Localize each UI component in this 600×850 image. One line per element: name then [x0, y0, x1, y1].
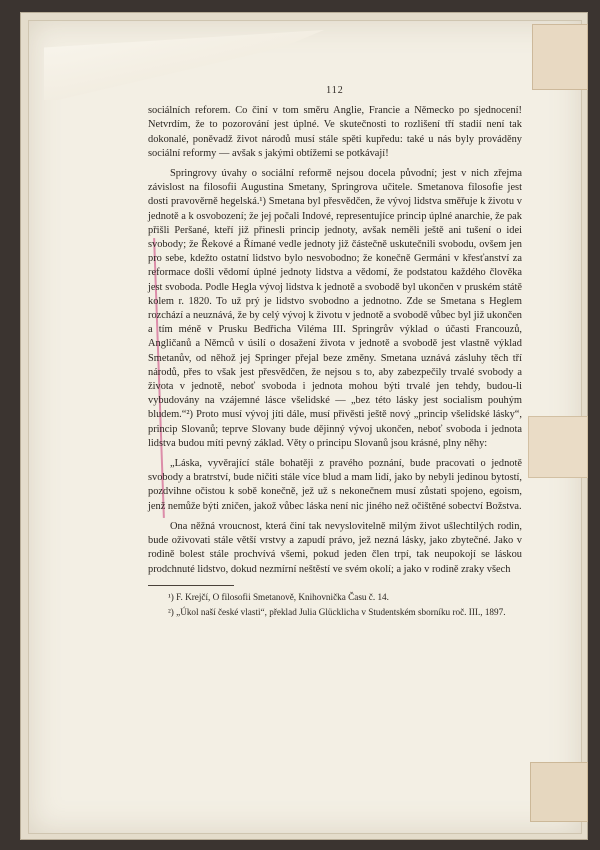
paper-tab-bottom: [530, 762, 588, 822]
footnote-2: ²) „Úkol naší české vlasti“, překlad Julia Glücklicha v Studentském sborníku roč. III., 1897.: [168, 607, 506, 618]
quote-paragraph-2: Ona něžná vroucnost, která činí tak nevyslovitelně milým život ušlechtilých rodin, bude oživovati stále větší vrstvy a zapudí právo, jež nezná lásky, jako zbytečné. Jako v rodině bolest stále prochvívá všemi, pokud jeden člen trpí, tak neupokojí se láskou prodchnuté lidstvo, dokud nezmírní neštěstí ve svém okolí; a jako v rodině zraky všech: [148, 520, 522, 575]
paper-tab-middle: [528, 416, 588, 478]
paragraph-2: Springrovy úvahy o sociální reformě nejsou docela původní; jest v nich zřejma závislost na filosofii Augustina Smetany, Springrova učitele. Smetanova filosofie jest dosti pravověrně hegelská.¹) Smetana byl přesvědčen, že vývoj lidstva směřuje k životu v jednotě a k osvobození; že jej počali Indové, representujíce princip úplné anarchie, že pak přišli Peršané, kteří již přinesli princip jednoty, avšak neměli ještě ani tušení o idei svobody; že Řekové a Římané vedle jednoty již částečně uskutečnili svobodu, ovšem jen pro sebe, kdežto ostatní lidstvo bylo nesvobodno; že konečně Germáni v křesťanství za reformace došli vědomí úplné jednoty lidstva a vědomí, že podstatou každého člověka jest svoboda. Podle Hegla vývoj lidstva k jednotě a svobodě byl ukončen v pruském státě kolem r. 1820. To už prý je lidstvo svobodno a jednotno. Zde se Smetana s Heglem rozchází a neuznává, že by celý vývoj k životu v jednotě a svobodě vůbec byl již ukončen a tím méně v Prusku Bedřicha Viléma III. Springrův výklad o účasti Francouzů, Angličanů a Němců v úsilí o dosažení života v jednotě a svobodě jest vlastně výklad Smetanův, od něhož jej Springer přejal beze změny. Smetana uznává zásluhy těch tří národů, přes to však jest přesvědčen, že nejsou s to, aby zabezpečily trvalé svobody a života v jednotě, neboť svoboda i jednota mohou býti trvalé jen tehdy, budou-li vybudovány na vzájemné lásce všelidské — „bez této lásky jest socialism pouhým bludem.“²) Proto musí vývoj jíti dále, musí přivěsti ještě nový „princip všelidské lásky“, princip Slovanů; teprve Slovany bude dějinný vývoj ukončen, neboť svoboda i jednota lidstva budou míti pevný základ. Věty o principu Slovanů jsou krásné, plny něhy:: [148, 168, 522, 449]
paragraph-1: sociálních reforem. Co činí v tom směru Anglie, Francie a Německo po sjednocení! Netvrdím, že to pozorování jest úplné. Ve skutečnosti to rozlišení tří stadií není tak dokonalé, poněvadž život národů musí stále spěti kupředu: také u nás byly prováděny sociální reformy — avšak s jakými obtížemi se potkávají!: [148, 105, 522, 159]
page-number: 112: [326, 85, 344, 96]
quote-paragraph-1: „Láska, vyvěrající stále bohatěji z pravého poznání, bude pracovati o jednotě svobody a bratrství, bude ničiti stále více blud a mam lidí, jako by nebyli jedinou bytostí, pozdvihne očistou k sobě konečně, jež už s nekonečnem musí zůstati spojeno, egoism, jenž nemůže býti zničen, jakož vůbec láska není nic jiného než očištěné sobectví Božstva.: [148, 458, 522, 512]
page-content: [148, 84, 522, 622]
paper-tab-top: [532, 24, 588, 90]
footnote-1: ¹) F. Krejčí, O filosofii Smetanově, Knihovnička Času č. 14.: [168, 591, 389, 602]
footnote-rule: [148, 585, 234, 586]
